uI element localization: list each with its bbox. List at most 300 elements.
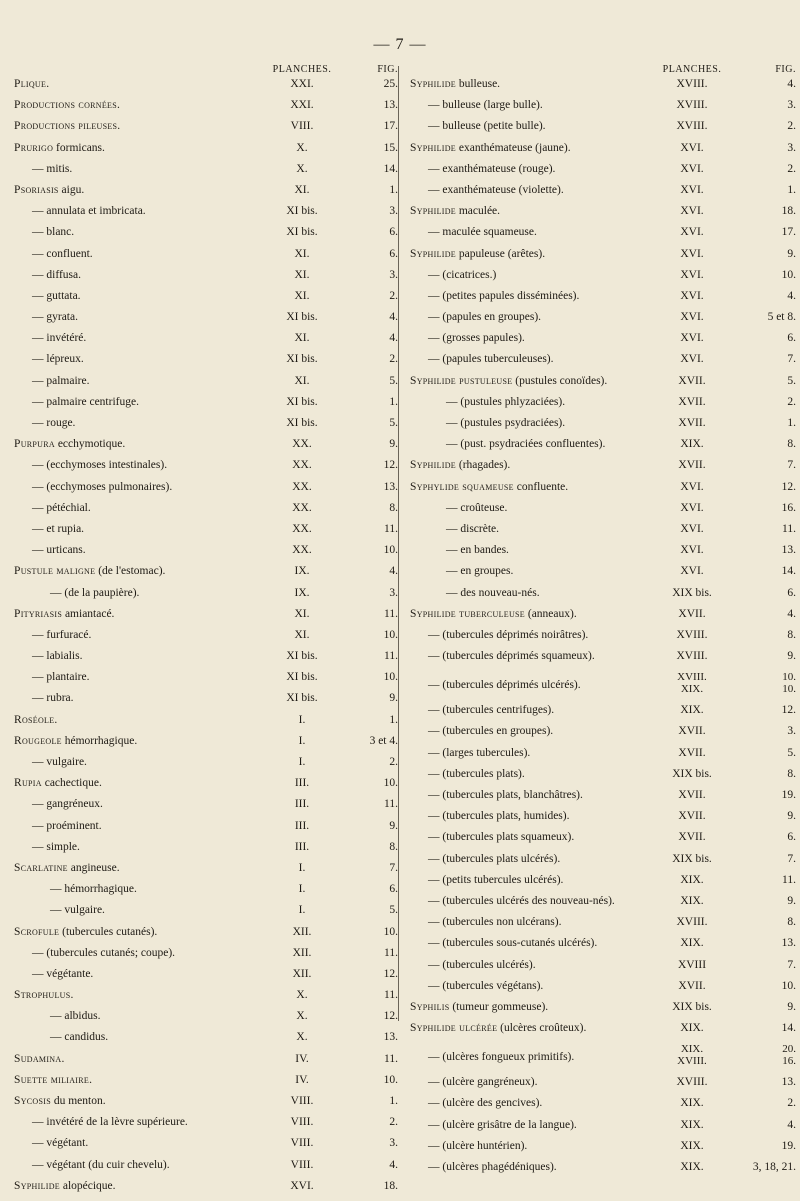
- index-entry: [14, 248, 396, 269]
- index-entry: [406, 671, 794, 704]
- figure-number: 10.: [383, 671, 398, 684]
- entry-label: [14, 650, 82, 662]
- index-entry: [14, 481, 396, 502]
- index-entry: [406, 959, 794, 980]
- index-entry: [14, 883, 396, 904]
- entry-text: — discrète.: [446, 522, 500, 535]
- entry-text: — (petites papules disséminées).: [428, 289, 580, 302]
- planche-number: IV.: [295, 1073, 309, 1086]
- entry-text: ecchymotique.: [54, 438, 126, 451]
- entry-text: — (pustules phlyzaciées).: [446, 395, 566, 408]
- index-entry: [406, 937, 794, 958]
- entry-label: [410, 184, 564, 196]
- index-entry: [406, 1076, 794, 1097]
- entry-label: [14, 205, 146, 217]
- figure-number: 11.: [782, 522, 796, 535]
- figure-number: 7.: [787, 958, 796, 971]
- entry-text: — palmaire centrifuge.: [32, 395, 139, 408]
- index-entry: [14, 353, 396, 374]
- planche-number: XIX.: [680, 704, 704, 717]
- entry-text: (pustules conoïdes).: [512, 374, 608, 387]
- entry-text: (tubercules cutanés).: [59, 925, 158, 938]
- entry-label: [14, 311, 78, 323]
- planche-number: XI bis.: [286, 692, 318, 705]
- figure-number: 1.: [787, 417, 796, 429]
- figure-number: 3, 18, 21.: [752, 1161, 796, 1173]
- entry-text: — urticans.: [32, 544, 86, 557]
- entry-text: — gangréneux.: [32, 798, 103, 811]
- figure-number: 1.: [389, 395, 398, 408]
- entry-heading: Syphilide: [410, 78, 456, 90]
- planche-number: XI.: [294, 374, 310, 387]
- entry-text: — palmaire.: [32, 374, 90, 387]
- index-entry: [14, 99, 396, 120]
- planche-number: XVI.: [680, 353, 704, 366]
- entry-label: [14, 226, 74, 238]
- figure-number: 1.: [389, 713, 398, 726]
- figure-number: 2.: [787, 120, 796, 133]
- entry-label: [14, 438, 125, 450]
- entry-label: [410, 99, 543, 111]
- entry-label: [410, 629, 588, 641]
- figure-number: 10.: [383, 1073, 398, 1086]
- index-entry: [406, 704, 794, 725]
- entry-label: [14, 629, 91, 641]
- entry-label: [410, 1001, 548, 1013]
- figure-number: 4.: [787, 289, 796, 302]
- index-entry: [406, 184, 794, 205]
- entry-text: — (tubercules plats ulcérés).: [428, 852, 561, 865]
- index-entry: [406, 1097, 794, 1118]
- index-entry: [406, 1043, 794, 1076]
- entry-label: [14, 820, 102, 832]
- stacked-values: XVIII. XIX.: [677, 671, 707, 696]
- index-entry: [14, 650, 396, 671]
- planche-number: III.: [294, 777, 310, 790]
- entry-label: [410, 853, 560, 865]
- index-entry: [406, 438, 794, 459]
- figure-number: 10.: [781, 979, 796, 992]
- planche-number: XVII.: [678, 746, 706, 759]
- planche-number: XVII.: [678, 789, 706, 801]
- entry-label: [14, 798, 103, 810]
- entry-text: — (de la paupière).: [50, 586, 140, 599]
- entry-label: [14, 989, 74, 1001]
- figure-number: 10.: [383, 544, 398, 557]
- entry-label: [410, 120, 546, 132]
- figure-number: 19.: [781, 1139, 796, 1152]
- planche-number: XIX bis.: [672, 1000, 712, 1013]
- index-entry: [14, 438, 396, 459]
- figure-number: 5.: [389, 904, 398, 917]
- entry-text: — diffusa.: [32, 268, 81, 281]
- planche-number: I.: [298, 713, 306, 726]
- planche-number: XVII.: [678, 831, 706, 844]
- figure-number: 2.: [389, 353, 398, 366]
- planche-number: XI bis.: [286, 395, 318, 408]
- planche-number: XX.: [292, 501, 312, 514]
- entry-text: — albidus.: [50, 1010, 101, 1023]
- entry-label: [410, 311, 541, 323]
- entry-label: [14, 1031, 108, 1043]
- planche-number: XIX bis.: [672, 586, 712, 599]
- entry-text: — (tubercules non ulcérans).: [428, 916, 562, 929]
- index-entry: [406, 853, 794, 874]
- entry-text: — (ulcère grisâtre de la langue).: [428, 1118, 577, 1131]
- entry-label: [14, 1116, 188, 1128]
- figure-number: 2.: [389, 1116, 398, 1129]
- entry-label: [14, 184, 84, 196]
- entry-text: — (ulcères phagédéniques).: [428, 1161, 557, 1173]
- entry-label: [14, 883, 137, 895]
- index-entry: [406, 523, 794, 544]
- entry-text: — (ecchymoses pulmonaires).: [32, 480, 173, 493]
- planche-number: XVIII.: [676, 1076, 708, 1089]
- entry-text: — plantaire.: [32, 671, 90, 684]
- entry-text: (ulcères croûteux).: [497, 1022, 587, 1035]
- planche-number: XI.: [294, 247, 310, 260]
- index-entry: [14, 375, 396, 396]
- planche-number: XIX bis.: [672, 767, 712, 780]
- figure-number: 12.: [781, 480, 796, 493]
- entry-heading: Syphylide squameuse: [410, 480, 514, 493]
- figure-number: 2.: [787, 1097, 796, 1110]
- entry-label: [410, 1076, 538, 1088]
- index-entry: [406, 650, 794, 671]
- planche-number: XVI.: [680, 268, 704, 281]
- entry-label: [410, 544, 509, 556]
- entry-label: [410, 481, 568, 493]
- figure-number: 17.: [383, 120, 398, 133]
- entry-label: [14, 1095, 106, 1107]
- entry-text: — rouge.: [32, 417, 76, 429]
- figure-number: 4.: [389, 311, 398, 324]
- index-entry: [406, 332, 794, 353]
- planche-number: XI.: [294, 607, 310, 620]
- entry-text: — (tubercules plats).: [428, 767, 525, 780]
- index-entry: [14, 332, 396, 353]
- entry-text: alopécique.: [59, 1179, 116, 1192]
- planche-number: XIX.: [680, 873, 704, 886]
- entry-text: — (tubercules plats squameux).: [428, 831, 575, 844]
- planches-header: PLANCHES.: [662, 64, 722, 75]
- entry-text: — vulgaire.: [50, 904, 105, 917]
- entry-text: — furfuracé.: [32, 628, 92, 641]
- entry-text: — exanthémateuse (rouge).: [428, 162, 556, 175]
- entry-label: [410, 248, 545, 260]
- entry-text: — pétéchial.: [32, 501, 91, 514]
- figure-number: 25.: [383, 78, 398, 90]
- entry-label: [410, 874, 563, 886]
- index-entry: [14, 1180, 396, 1201]
- right-header: [406, 64, 794, 78]
- index-entry: [406, 629, 794, 650]
- planche-number: XIX.: [680, 1022, 704, 1035]
- figure-number: 3 et 4.: [369, 734, 398, 747]
- planche-number: XX.: [292, 438, 312, 451]
- entry-label: [410, 353, 554, 365]
- figure-number: 11.: [782, 873, 796, 886]
- entry-label: [410, 1022, 586, 1034]
- entry-label: [14, 269, 81, 281]
- index-entry: [406, 810, 794, 831]
- figure-number: 8.: [787, 916, 796, 929]
- index-entry: [14, 120, 396, 141]
- figure-number: 5 et 8.: [767, 311, 796, 324]
- index-entry: [14, 862, 396, 883]
- figure-number: 5.: [787, 374, 796, 387]
- planche-number: [650, 1043, 734, 1067]
- index-entry: [14, 544, 396, 565]
- planche-number: XI bis.: [286, 671, 318, 684]
- planche-number: XVII.: [678, 810, 706, 823]
- entry-label: [410, 980, 543, 992]
- figure-number: 11.: [384, 522, 398, 535]
- figure-number: 10.: [781, 268, 796, 281]
- entry-label: [14, 353, 84, 365]
- figure-number: 3.: [787, 99, 796, 112]
- entry-label: [410, 608, 577, 620]
- entry-label: [14, 565, 165, 577]
- entry-text: aigu.: [58, 183, 85, 196]
- entry-label: [14, 120, 120, 132]
- planche-number: XVI.: [680, 480, 704, 493]
- planche-number: XIX.: [680, 1139, 704, 1152]
- entry-text: (anneaux).: [524, 607, 577, 620]
- right-index-list: [406, 78, 794, 1182]
- index-entry: [406, 502, 794, 523]
- planche-number: XVII.: [678, 395, 706, 408]
- planche-number: VIII.: [290, 1095, 314, 1107]
- figure-number: 1.: [787, 183, 796, 196]
- index-entry: [406, 417, 794, 438]
- entry-heading: Syphilide: [410, 247, 456, 260]
- entry-label: [14, 926, 157, 938]
- figure-number: 9.: [787, 894, 796, 907]
- planche-number: XIX bis.: [672, 852, 712, 865]
- entry-text: — maculée squameuse.: [428, 226, 537, 239]
- entry-text: — invétéré.: [32, 332, 87, 345]
- entry-text: — exanthémateuse (violette).: [428, 183, 564, 196]
- entry-text: — (papules en groupes).: [428, 311, 542, 324]
- entry-label: [410, 523, 499, 535]
- index-entry: [14, 629, 396, 650]
- entry-text: — (cicatrices.): [428, 268, 497, 281]
- entry-text: maculée.: [455, 205, 501, 218]
- planche-number: XI bis.: [286, 226, 318, 239]
- entry-heading: Scarlatine: [14, 861, 68, 874]
- page-number: — 7 —: [373, 36, 427, 53]
- entry-heading: Rougeole: [14, 734, 62, 747]
- figure-number: 2.: [787, 162, 796, 175]
- planche-number: X.: [296, 989, 308, 1002]
- figure-number: 9.: [389, 692, 398, 705]
- planche-number: VIII.: [290, 1116, 314, 1129]
- index-entry: [14, 671, 396, 692]
- planche-number: XIX.: [680, 1161, 704, 1173]
- entry-heading: Psoriasis: [14, 183, 59, 196]
- planche-number: XI bis.: [286, 417, 318, 429]
- planche-number: IV.: [295, 1052, 309, 1065]
- index-entry: [406, 375, 794, 396]
- figure-number: 4.: [389, 1158, 398, 1171]
- entry-heading: Roséole.: [14, 713, 58, 726]
- index-entry: [406, 205, 794, 226]
- figure-number: 9.: [787, 810, 796, 823]
- index-entry: [14, 523, 396, 544]
- index-entry: [406, 587, 794, 608]
- entry-label: [14, 523, 84, 535]
- entry-text: — (ulcère huntérien).: [428, 1139, 528, 1152]
- planche-number: XVI.: [680, 311, 704, 324]
- stacked-values: XIX. XVIII.: [677, 1043, 707, 1068]
- entry-heading: Plique.: [14, 78, 50, 90]
- entry-text: — (tubercules cutanés; coupe).: [32, 946, 176, 959]
- figure-number: 6.: [389, 247, 398, 260]
- index-entry: [406, 1140, 794, 1161]
- planche-number: XVIII.: [676, 99, 708, 112]
- entry-label: [14, 587, 139, 599]
- entry-label: [14, 692, 74, 704]
- entry-label: [14, 777, 102, 789]
- index-entry: [14, 926, 396, 947]
- entry-text: (de l'estomac).: [95, 565, 166, 578]
- entry-label: [14, 735, 137, 747]
- entry-label: [14, 142, 105, 154]
- entry-label: [14, 248, 93, 260]
- entry-label: [14, 78, 49, 90]
- left-header: [14, 64, 396, 78]
- entry-text: — (ulcères fongueux primitifs).: [428, 1051, 575, 1064]
- figure-number: [736, 1043, 796, 1067]
- entry-text: — (tubercules centrifuges).: [428, 704, 555, 717]
- planche-number: XVII.: [678, 417, 706, 429]
- planche-number: XI bis.: [286, 311, 318, 324]
- index-entry: [14, 777, 396, 798]
- entry-text: — végétant.: [32, 1137, 89, 1150]
- index-entry: [14, 1137, 396, 1158]
- entry-label: [410, 587, 540, 599]
- index-entry: [14, 692, 396, 713]
- entry-text: — bulleuse (petite bulle).: [428, 120, 546, 133]
- index-entry: [14, 735, 396, 756]
- figure-number: 13.: [781, 1076, 796, 1089]
- index-entry: [14, 502, 396, 523]
- index-entry: [406, 78, 794, 99]
- entry-text: — en bandes.: [446, 544, 509, 557]
- planche-number: XVI.: [680, 565, 704, 578]
- figure-number: 10.: [383, 925, 398, 938]
- planche-number: XX.: [292, 459, 312, 472]
- planche-number: XVIII.: [676, 916, 708, 929]
- index-entry: [14, 947, 396, 968]
- stacked-values: 20. 16.: [782, 1043, 796, 1068]
- entry-text: cachectique.: [41, 777, 102, 790]
- planche-number: XII.: [292, 967, 312, 980]
- entry-text: angineuse.: [67, 861, 120, 874]
- figure-number: 6.: [389, 226, 398, 239]
- index-entry: [14, 459, 396, 480]
- index-entry: [406, 565, 794, 586]
- planche-number: XVI.: [680, 183, 704, 196]
- figure-number: 9.: [787, 650, 796, 663]
- planche-number: I.: [298, 734, 306, 747]
- index-entry: [14, 311, 396, 332]
- entry-label: [14, 841, 80, 853]
- index-entry: [406, 544, 794, 565]
- entry-heading: Syphilis: [410, 1000, 450, 1013]
- index-entry: [14, 608, 396, 629]
- entry-label: [14, 502, 91, 514]
- figure-number: 9.: [787, 247, 796, 260]
- figure-number: 3.: [787, 141, 796, 154]
- figure-number: 3.: [389, 205, 398, 218]
- entry-label: [410, 831, 574, 843]
- index-entry: [14, 1074, 396, 1095]
- entry-heading: Pustule maligne: [14, 565, 96, 578]
- entry-text: — (tubercules déprimés noirâtres).: [428, 628, 589, 641]
- figure-number: 5.: [389, 417, 398, 429]
- planche-number: I.: [298, 756, 306, 768]
- planche-number: XVIII: [677, 958, 707, 971]
- stacked-values: 10. 10.: [782, 671, 796, 696]
- figure-number: 18.: [781, 205, 796, 218]
- entry-label: [410, 375, 607, 387]
- entry-heading: Strophulus.: [14, 989, 74, 1002]
- entry-label: [410, 226, 537, 238]
- right-column: [406, 64, 794, 1182]
- entry-heading: Syphilide tuberculeuse: [410, 607, 525, 620]
- planche-number: XVIII.: [676, 628, 708, 641]
- index-entry: [14, 714, 396, 735]
- entry-text: — croûteuse.: [446, 501, 508, 514]
- figure-number: 12.: [383, 967, 398, 980]
- entry-label: [410, 1140, 527, 1152]
- figure-number: 8.: [389, 501, 398, 514]
- entry-label: [14, 99, 120, 111]
- index-entry: [14, 396, 396, 417]
- entry-text: papuleuse (arêtes).: [455, 247, 546, 260]
- planche-number: III.: [294, 798, 310, 811]
- entry-label: [410, 205, 500, 217]
- entry-label: [14, 862, 120, 874]
- index-entry: [14, 989, 396, 1010]
- index-entry: [406, 725, 794, 746]
- entry-text: — bulleuse (large bulle).: [428, 99, 543, 112]
- figure-number: 8.: [787, 767, 796, 780]
- fig-header: FIG.: [377, 64, 398, 75]
- entry-heading: Syphilide: [410, 141, 456, 154]
- figure-number: 15.: [383, 141, 398, 154]
- entry-label: [410, 1097, 542, 1109]
- entry-text: formicans.: [53, 141, 105, 154]
- planche-number: I.: [298, 883, 306, 896]
- entry-text: — simple.: [32, 840, 80, 853]
- index-entry: [14, 968, 396, 989]
- planche-number: XXI.: [290, 78, 314, 90]
- index-entry: [406, 163, 794, 184]
- entry-text: — gyrata.: [32, 311, 78, 324]
- entry-heading: Prurigo: [14, 141, 54, 154]
- figure-number: 6.: [787, 332, 796, 345]
- planche-number: XI.: [294, 628, 310, 641]
- figure-number: 4.: [787, 78, 796, 90]
- entry-label: [14, 714, 58, 726]
- index-entry: [406, 120, 794, 141]
- planche-number: XVI.: [680, 544, 704, 557]
- index-entry: [406, 226, 794, 247]
- index-entry: [406, 459, 794, 480]
